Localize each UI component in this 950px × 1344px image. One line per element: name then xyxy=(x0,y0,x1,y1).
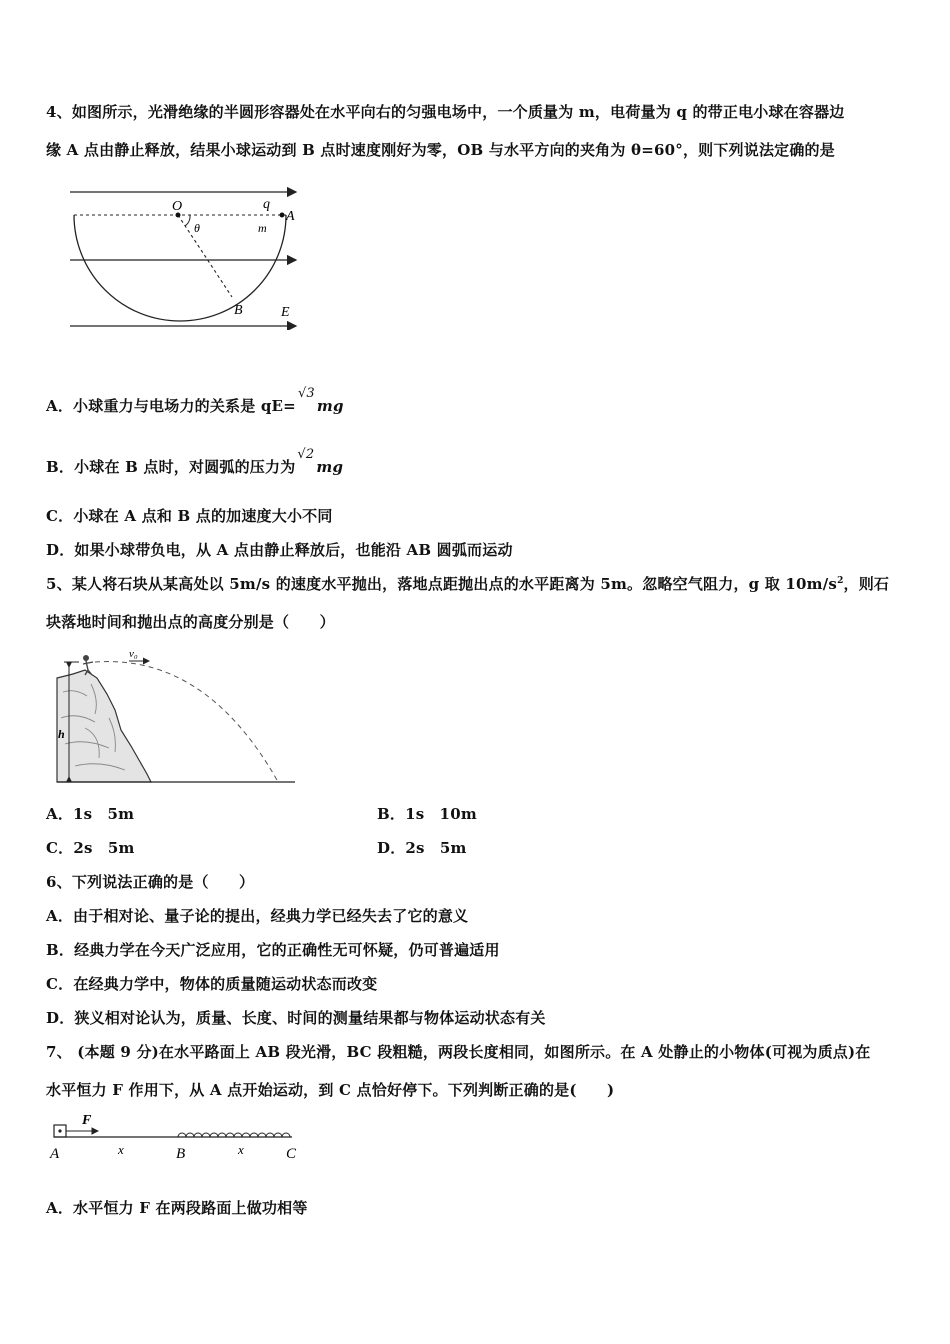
q5-stem-line1-end: ，则石 xyxy=(843,575,890,593)
label-q: q xyxy=(263,197,270,212)
q5-figure xyxy=(55,648,300,788)
q4-option-b-mg: mg xyxy=(316,458,344,476)
label-v0: v₀ xyxy=(129,648,138,660)
q6-option-a: A．由于相对论、量子论的提出，经典力学已经失去了它的意义 xyxy=(46,907,469,925)
q7-option-a: A．水平恒力 F 在两段路面上做功相等 xyxy=(46,1199,308,1217)
label-m: m xyxy=(258,221,267,235)
label-E: E xyxy=(281,305,290,320)
q5-stem-line1-text: 5、某人将石块从某高处以 5m/s 的速度水平抛出，落地点距抛出点的水平距离为 5m。忽略空气阻力，g 取 10m/s xyxy=(46,575,838,593)
label-A: A xyxy=(286,209,295,224)
q6-option-c: C．在经典力学中，物体的质量随运动状态而改变 xyxy=(46,975,378,993)
q5-option-b: B．1s 10m xyxy=(377,805,477,823)
label-theta: θ xyxy=(194,221,200,235)
label-O: O xyxy=(172,199,183,214)
person-head xyxy=(83,655,89,661)
q4-option-c: C．小球在 A 点和 B 点的加速度大小不同 xyxy=(46,507,333,525)
angle-arc xyxy=(185,215,190,226)
q5-option-d: D．2s 5m xyxy=(377,839,467,857)
label-B: B xyxy=(176,1146,186,1162)
q6-stem: 6、下列说法正确的是（ ） xyxy=(46,873,255,891)
label-C: C xyxy=(286,1146,297,1162)
point-A-ball xyxy=(280,213,285,218)
q4-figure xyxy=(60,180,310,330)
q5-stem-line2: 块落地时间和抛出点的高度分别是（ ） xyxy=(46,613,335,631)
q6-option-d: D．狭义相对论认为，质量、长度、时间的测量结果都与物体运动状态有关 xyxy=(46,1009,546,1027)
q6-option-b: B．经典力学在今天广泛应用，它的正确性无可怀疑，仍可普遍适用 xyxy=(46,941,500,959)
label-x-second: x xyxy=(238,1142,244,1157)
q5-stem-line1 xyxy=(46,574,889,597)
height-arrow-top xyxy=(66,662,72,668)
q7-figure xyxy=(46,1110,306,1164)
q7-stem-line1: 7、 (本题 9 分)在水平路面上 AB 段光滑，BC 段粗糙，两段长度相同，如图所示。在 A 处静止的小物体(可视为质点)在 xyxy=(46,1043,871,1061)
label-h: h xyxy=(58,727,65,741)
q4-stem-line2: 缘 A 点由静止释放，结果小球运动到 B 点时速度刚好为零，OB 与水平方向的夹角为 θ=60°，则下列说法定确的是 xyxy=(46,141,835,159)
q4-option-a-text: A．小球重力与电场力的关系是 qE= xyxy=(46,397,296,415)
sqrt2-radical: √2 xyxy=(297,447,315,462)
q4-option-b xyxy=(46,447,344,479)
cliff-rock xyxy=(57,670,151,782)
q4-option-a xyxy=(46,386,344,418)
q4-option-d: D．如果小球带负电，从 A 点由静止释放后，也能沿 AB 圆弧而运动 xyxy=(46,541,513,559)
label-A: A xyxy=(50,1146,60,1162)
object-center-dot xyxy=(58,1129,61,1132)
q4-stem-line1: 4、如图所示，光滑绝缘的半圆形容器处在水平向右的匀强电场中，一个质量为 m，电荷量为 q 的带正电小球在容器边 xyxy=(46,103,845,121)
q4-option-a-mg: mg xyxy=(316,397,344,415)
sqrt3-radical: √3 xyxy=(297,386,315,401)
q5-option-c: C．2s 5m xyxy=(46,839,135,857)
radius-OB-dashed xyxy=(178,215,232,297)
label-F: F xyxy=(82,1113,92,1128)
q7-stem-line2: 水平恒力 F 作用下，从 A 点开始运动，到 C 点恰好停下。下列判断正确的是( ) xyxy=(46,1081,615,1099)
label-x-first: x xyxy=(118,1142,124,1157)
q5-stem-superscript: 2 xyxy=(837,576,844,586)
q4-option-b-text: B．小球在 B 点时，对圆弧的压力为 xyxy=(46,458,296,476)
label-B: B xyxy=(234,303,243,318)
q5-option-a: A．1s 5m xyxy=(46,805,135,823)
semicircle-container xyxy=(74,215,286,321)
